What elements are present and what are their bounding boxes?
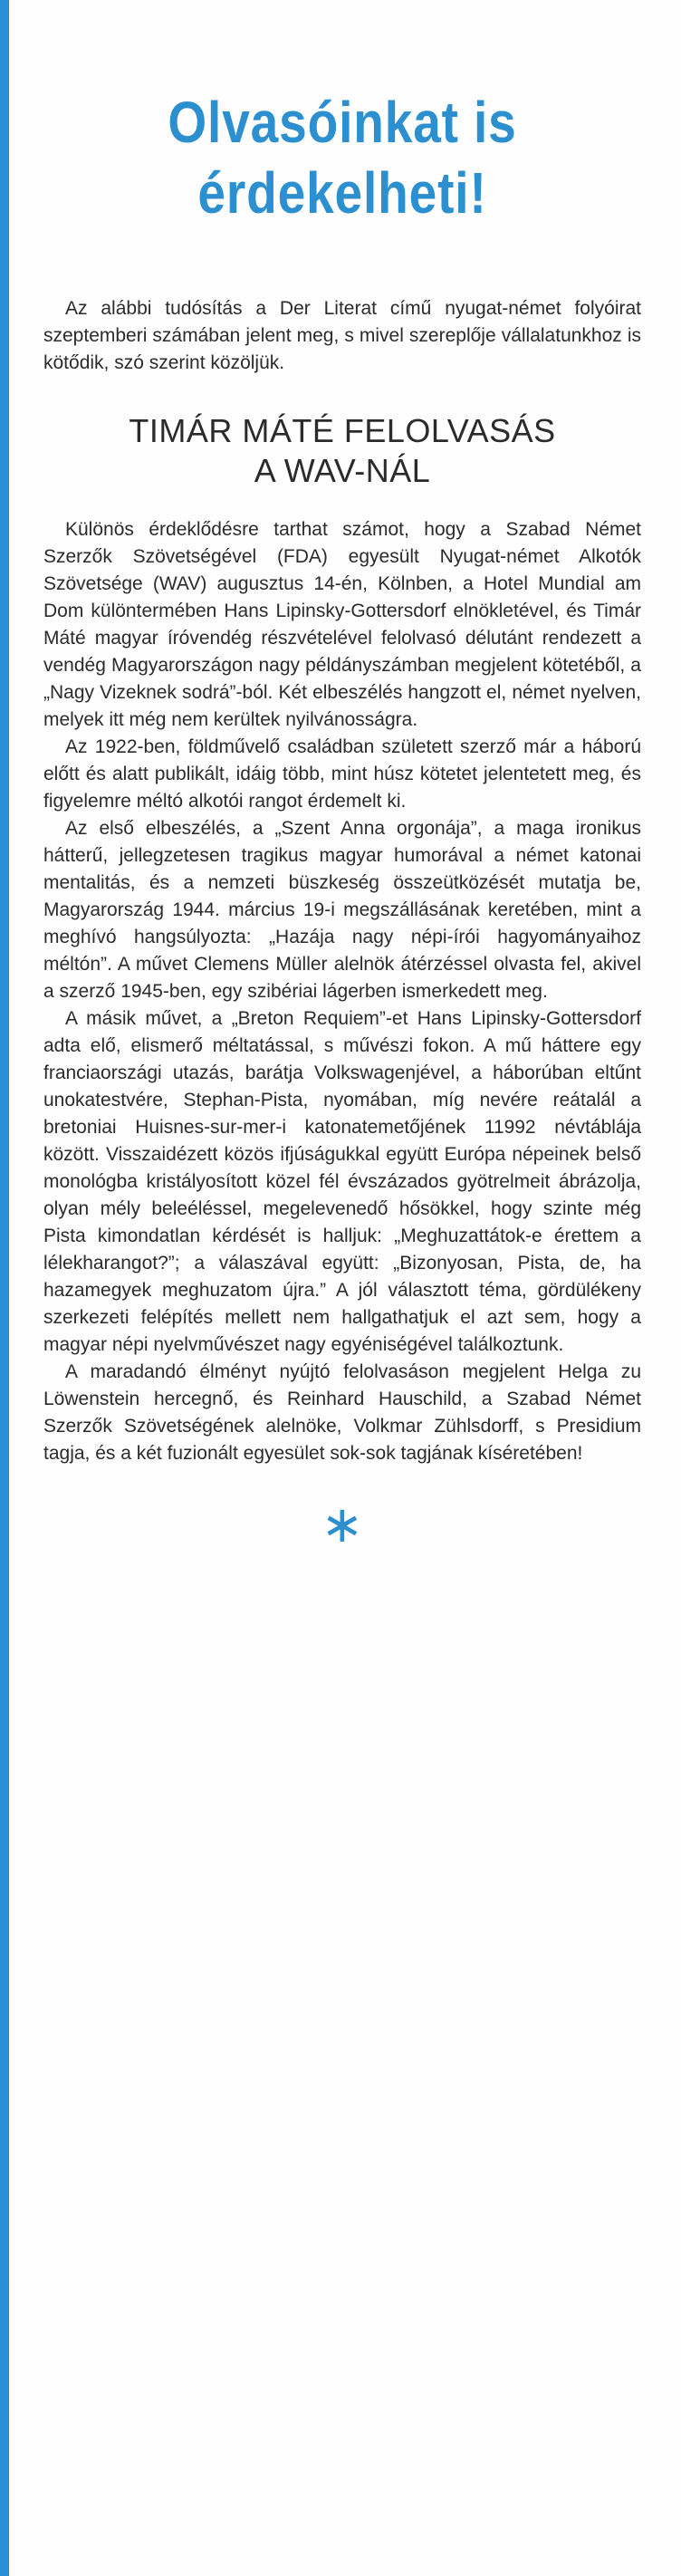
subheadline-line-2: A WAV-NÁL <box>254 452 431 489</box>
headline-line-1: Olvasóinkat is <box>168 90 517 155</box>
asterisk-ornament-icon: ∗ <box>321 1495 364 1554</box>
subheadline-line-1: TIMÁR MÁTÉ FELOLVASÁS <box>129 412 556 449</box>
subheadline <box>43 411 641 491</box>
lede-paragraph: Az alábbi tudósítás a Der Literat című nyugat-német folyóirat szeptemberi számában jelent meg, s mivel szereplője vállalatunkhoz is kötődik, szó szerint közöljük. <box>43 298 641 373</box>
headline-line-2: érdekelheti! <box>197 160 487 226</box>
article-body <box>43 516 641 1467</box>
body-paragraph: Különös érdeklődésre tarthat számot, hogy a Szabad Német Szerzők Szövetségével (FDA) egyesült Nyugat-német Alkotók Szövetsége (WAV) augusztus 14-én, Kölnben, a Hotel Mundial am Dom különtermében Hans Lipinsky-Gottersdorf elnökletével, és Timár Máté magyar íróvendég részvételével felolvasó délutánt rendezett a vendég Magyarországon nagy példányszámban megjelent kötetéből, a „Nagy Vizeknek sodrá”-ból. Két elbeszélés hangzott el, német nyelven, melyek itt még nem kerültek nyilvánosságra. <box>43 519 641 730</box>
body-paragraph: Az 1922-ben, földművelő családban született szerző már a háború előtt és alatt publikált, idáig több, mint húsz kötetet jelentetett meg, és figyelemre méltó alkotói rangot érdemelt ki. <box>43 736 641 812</box>
body-paragraph: A másik művet, a „Breton Requiem”-et Hans Lipinsky-Gottersdorf adta elő, elismerő méltatással, s művészi fokon. A mű háttere egy franciaországi utazás, barátja Volkswagenjével, a háborúban eltűnt unokatestvére, Stephan-Pista, nyomában, míg nevére reátalál a bretoniai Huisnes-sur-mer-i katonatemetőjének 11992 névtáblája között. Visszaidézett közös ifjúságukkal együtt Európa népeinek belső monológba kristályosított közel fél évszázados gyötrelmeit ábrázolja, olyan mély beleéléssel, megelevenedő hősökkel, hogy szinte még Pista kimondatlan kérdését is halljuk: „Meghuzattátok-e érettem a lélekharangot?”; a válaszával együtt: „Bizonyosan, Pista, de, ha hazamegyek meghuzatom újra.” A jól választott téma, gördülékeny szerkezeti felépítés mellett nem hallgathatjuk el azt sem, hogy a magyar népi nyelvművészet nagy egyéniségével találkoztunk. <box>43 1008 641 1355</box>
headline <box>85 87 599 228</box>
article <box>43 87 641 1552</box>
body-paragraph: Az első elbeszélés, a „Szent Anna orgonája”, a maga ironikus hátterű, jellegzetesen tragikus magyar humorával a német katonai mentalitás, és a nemzeti büszkeség összeütközését mutatja be, Magyarország 1944. március 19-i megszállásának keretében, mint a meghívó hangsúlyozta: „Hazája nagy népi-írói hagyományaihoz méltón”. A művet Clemens Müller alelnök átérzéssel olvasta fel, akivel a szerző 1945-ben, egy szibériai lágerben ismerkedett meg. <box>43 818 641 1002</box>
blue-margin-bar <box>0 0 9 2576</box>
body-paragraph: A maradandó élményt nyújtó felolvasáson megjelent Helga zu Löwenstein hercegnő, és Reinhard Hauschild, a Szabad Német Szerzők Szövetségének alelnöke, Volkmar Zühlsdorff, s Presidium tagja, és a két fuzionált egyesület sok-sok tagjának kíséretében! <box>43 1361 641 1464</box>
